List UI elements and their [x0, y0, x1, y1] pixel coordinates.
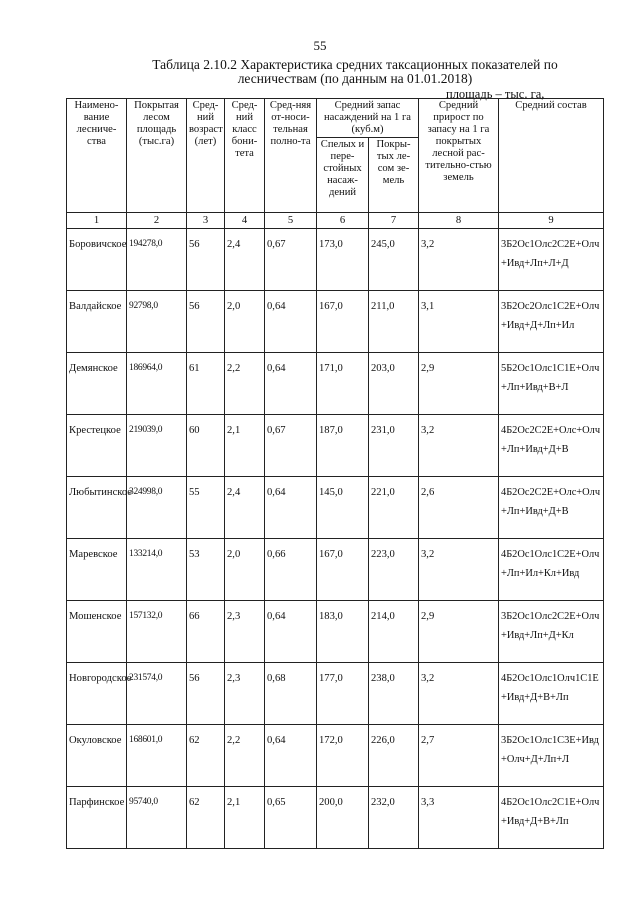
cell-density: 0,64: [265, 601, 317, 663]
cell-density: 0,64: [265, 725, 317, 787]
cell-age: 56: [187, 663, 225, 725]
table-row: [67, 477, 604, 539]
column-number-cell: 3: [187, 213, 225, 229]
cell-stock-covered: 232,0: [369, 787, 419, 849]
cell-age: 62: [187, 725, 225, 787]
cell-area: 219039,0: [127, 415, 187, 477]
cell-composition: 4Б2Ос1Олс2С1Е+Олч+Ивд+Д+В+Лп: [499, 787, 604, 849]
header-stock-mature: Спелых и пере-стойных насаж-дений: [317, 138, 369, 213]
cell-stock-mature: 145,0: [317, 477, 369, 539]
header-growth: Средний прирост по запасу на 1 га покрытых лесной рас-тительно-стью земель: [419, 99, 499, 213]
cell-stock-mature: 167,0: [317, 291, 369, 353]
cell-name: Крестецкое: [67, 415, 127, 477]
header-composition: Средний состав: [499, 99, 604, 213]
column-number-cell: 7: [369, 213, 419, 229]
cell-area: 92798,0: [127, 291, 187, 353]
cell-growth: 3,1: [419, 291, 499, 353]
cell-composition: 4Б2Ос2С2Е+Олс+Олч+Лп+Ивд+Д+В: [499, 415, 604, 477]
cell-stock-covered: 211,0: [369, 291, 419, 353]
cell-area: 231574,0: [127, 663, 187, 725]
cell-growth: 3,2: [419, 663, 499, 725]
header-area: Покрытая лесом площадь (тыс.га): [127, 99, 187, 213]
cell-bonitet: 2,3: [225, 601, 265, 663]
cell-stock-mature: 187,0: [317, 415, 369, 477]
table-title: [120, 58, 590, 86]
header-name: Наимено-вание лесниче-ства: [67, 99, 127, 213]
column-number-cell: 4: [225, 213, 265, 229]
column-number-cell: 2: [127, 213, 187, 229]
header-stock-covered: Покры-тых ле-сом зе-мель: [369, 138, 419, 213]
cell-stock-mature: 200,0: [317, 787, 369, 849]
cell-composition: 3Б2Ос1Олс2С2Е+Олч+Ивд+Лп+Д+Кл: [499, 601, 604, 663]
cell-area: 168601,0: [127, 725, 187, 787]
page-number: 55: [313, 38, 327, 53]
cell-bonitet: 2,4: [225, 477, 265, 539]
cell-name: Любытинское: [67, 477, 127, 539]
header-density: Сред-няя от-носи-тельная полно-та: [265, 99, 317, 213]
table-row: [67, 415, 604, 477]
cell-age: 62: [187, 787, 225, 849]
cell-density: 0,64: [265, 291, 317, 353]
cell-age: 55: [187, 477, 225, 539]
table-title-line-2: лесничествам (по данным на 01.01.2018): [237, 71, 473, 86]
cell-age: 61: [187, 353, 225, 415]
cell-density: 0,64: [265, 477, 317, 539]
cell-growth: 2,9: [419, 353, 499, 415]
cell-bonitet: 2,2: [225, 353, 265, 415]
cell-name: Мошенское: [67, 601, 127, 663]
cell-stock-covered: 226,0: [369, 725, 419, 787]
table-row: [67, 787, 604, 849]
cell-stock-mature: 172,0: [317, 725, 369, 787]
table-row: [67, 601, 604, 663]
cell-age: 56: [187, 291, 225, 353]
column-number-cell: 5: [265, 213, 317, 229]
cell-growth: 3,2: [419, 539, 499, 601]
cell-density: 0,68: [265, 663, 317, 725]
cell-growth: 2,9: [419, 601, 499, 663]
cell-composition: 5Б2Ос1Олс1С1Е+Олч+Лп+Ивд+В+Л: [499, 353, 604, 415]
table-row: [67, 663, 604, 725]
cell-stock-mature: 171,0: [317, 353, 369, 415]
cell-name: Новгородское: [67, 663, 127, 725]
cell-area: 324998,0: [127, 477, 187, 539]
table-title-line-1: Таблица 2.10.2 Характеристика средних таксационных показателей по: [152, 57, 558, 72]
cell-age: 60: [187, 415, 225, 477]
column-number-cell: 9: [499, 213, 604, 229]
cell-name: Валдайское: [67, 291, 127, 353]
cell-name: Демянское: [67, 353, 127, 415]
cell-area: 95740,0: [127, 787, 187, 849]
table-row: [67, 353, 604, 415]
column-numbers-row: [67, 213, 604, 229]
cell-density: 0,65: [265, 787, 317, 849]
cell-density: 0,64: [265, 353, 317, 415]
cell-growth: 2,6: [419, 477, 499, 539]
cell-stock-mature: 167,0: [317, 539, 369, 601]
cell-age: 56: [187, 229, 225, 291]
cell-stock-covered: 238,0: [369, 663, 419, 725]
cell-composition: 3Б2Ос2Олс1С2Е+Олч+Ивд+Д+Лп+Ил: [499, 291, 604, 353]
table-row: [67, 725, 604, 787]
cell-bonitet: 2,1: [225, 787, 265, 849]
cell-composition: 3Б2Ос1Олс1С3Е+Ивд+Олч+Д+Лп+Л: [499, 725, 604, 787]
forestry-table: [66, 98, 604, 849]
cell-area: 157132,0: [127, 601, 187, 663]
cell-bonitet: 2,2: [225, 725, 265, 787]
cell-composition: 4Б2Ос2С2Е+Олс+Олч+Лп+Ивд+Д+В: [499, 477, 604, 539]
cell-area: 186964,0: [127, 353, 187, 415]
cell-bonitet: 2,3: [225, 663, 265, 725]
cell-stock-covered: 203,0: [369, 353, 419, 415]
cell-stock-mature: 173,0: [317, 229, 369, 291]
cell-stock-covered: 245,0: [369, 229, 419, 291]
cell-area: 194278,0: [127, 229, 187, 291]
header-stock: Средний запас насаждений на 1 га (куб.м): [317, 99, 419, 138]
cell-bonitet: 2,1: [225, 415, 265, 477]
cell-growth: 2,7: [419, 725, 499, 787]
column-number-cell: 6: [317, 213, 369, 229]
table-row: [67, 291, 604, 353]
cell-name: Боровичское: [67, 229, 127, 291]
cell-stock-covered: 223,0: [369, 539, 419, 601]
column-number-cell: 1: [67, 213, 127, 229]
cell-growth: 3,2: [419, 415, 499, 477]
cell-growth: 3,2: [419, 229, 499, 291]
table-body: [67, 229, 604, 849]
cell-density: 0,67: [265, 229, 317, 291]
cell-density: 0,67: [265, 415, 317, 477]
cell-stock-covered: 221,0: [369, 477, 419, 539]
cell-bonitet: 2,0: [225, 539, 265, 601]
header-bonitet: Сред-ний класс бони-тета: [225, 99, 265, 213]
cell-age: 53: [187, 539, 225, 601]
cell-bonitet: 2,4: [225, 229, 265, 291]
cell-growth: 3,3: [419, 787, 499, 849]
cell-bonitet: 2,0: [225, 291, 265, 353]
column-number-cell: 8: [419, 213, 499, 229]
table-row: [67, 229, 604, 291]
cell-composition: 3Б2Ос1Олс2С2Е+Олч+Ивд+Лп+Л+Д: [499, 229, 604, 291]
units-note: площадь – тыс. га,: [446, 87, 545, 101]
cell-name: Парфинское: [67, 787, 127, 849]
header-age: Сред-ний возраст (лет): [187, 99, 225, 213]
cell-density: 0,66: [265, 539, 317, 601]
cell-composition: 4Б2Ос1Олс1С2Е+Олч+Лп+Ил+Кл+Ивд: [499, 539, 604, 601]
cell-stock-mature: 177,0: [317, 663, 369, 725]
cell-stock-covered: 231,0: [369, 415, 419, 477]
cell-age: 66: [187, 601, 225, 663]
cell-name: Окуловское: [67, 725, 127, 787]
table-row: [67, 539, 604, 601]
cell-stock-covered: 214,0: [369, 601, 419, 663]
cell-area: 133214,0: [127, 539, 187, 601]
cell-name: Маревское: [67, 539, 127, 601]
cell-stock-mature: 183,0: [317, 601, 369, 663]
cell-composition: 4Б2Ос1Олс1Олч1С1Е+Ивд+Д+В+Лп: [499, 663, 604, 725]
